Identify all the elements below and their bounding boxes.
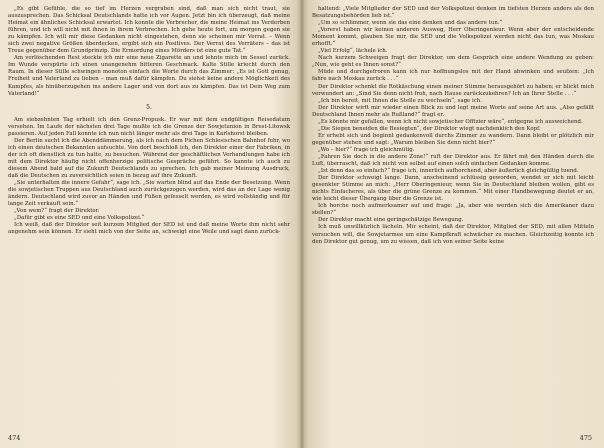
left-paragraph: Der Berlin sucht ich die Abenddämmerung, als ich nach dem Pichen Schlesischen Bahnhof fuhr, wo ich einen deutschen Bekannten aufsuchte. Von dort beschloß ich, den Direktor einer der Fabriken, in der ich oft dienstlich zu tun hatte, zu besuchen. Während der geschäftlichen Verhandlungen habe ich mit dem Direktor häufig nicht offenherzige politische Gespräche geführt. So kannte ich auch zu diesem Abend bald auf die Zukunft Deutschlands zu sprechen. Ich gab meiner Meinung Ausdruck, daß die Deutschen zu zuversichtlich seien in bezug auf ihre Zukunft. — [8, 137, 290, 179]
right-paragraph: „Fahren Sie doch in die andere Zone!“ ruft der Direktor aus. Er fährt mit den Händen durch die Luft, überrascht, daß ich nicht von selbst auf einen solch einfachen Gedanken komme. — [312, 153, 594, 168]
right-paragraph: „Ist denn das so einfach?“ frage ich, innerlich aufhorchend, aber äußerlich gleichgültig tuend. — [318, 168, 579, 175]
right-paragraph: „Viel Erfolg“, lächele ich. — [318, 48, 388, 55]
right-paragraph: Nach kurzem Schweigen fragt der Direktor, um dem Gespräch eine andere Wendung zu geben: „Nun, wie geht es Ihnen sonst?“ — [312, 55, 594, 69]
left-paragraph: Am verlöschenden Rest steckte ich mir eine neue Zigarette an und lehnte mich im Sessel zurück. Im Wunde verspürte ich einen unangenehm bitteren Geschmack. Kalte Stille kriecht durch den Raum. In dieser Stille schwingen monoton einfach die Worte durch das Zimmer: „Es ist Gott genug, Freiheit und Vaterland zu lieben – man muß dafür kämpfen. Du siehst keine andere Möglichkeit des Kampfes, als hinüberzugehen ins andere Lager und von dort aus zu kämpfen. Das ist Dein Weg zum Vaterland!“ — [8, 55, 290, 97]
left-paragraph: Ich weiß, daß der Direktor seit kurzem Mitglied der SED ist und daß meine Worte ihm nicht sehr angenehm sein können. Er sieht mich von der Seite an, schweigt eine Weile und sagt dann zurück- — [8, 222, 290, 236]
right-paragraph: Ich horche noch aufmerksamer auf und frage: „Ja, aber wie werden sich die Amerikaner dazu stellen?“ — [312, 203, 594, 217]
right-paragraph: Der Direktor schweigt lange. Dann, anscheinend schlüssig geworden, wendet er sich mit leicht gesenkter Stimme an mich: „Herr Oberingenieur, wenn Sie in Deutschland bleiben wollen, gibt es nichts Einfacheres, als über die grüne Grenze zu kommen.“ Mit einer Handbewegung deutet er an, wie leicht dieser Übergang über die Grenze ist. — [312, 175, 594, 203]
page-number-right: 475 — [579, 434, 592, 442]
right-paragraph: Müde und durchgefroren kann ich nur hoffnungslos mit der Hand abwinken und seufzen: „Ich fahre nach Moskau zurück . . .“ — [312, 69, 594, 83]
left-page — [8, 6, 290, 442]
page-number-left: 474 — [8, 434, 21, 442]
left-paragraph: „Von wem?“ fragt der Direktor. — [14, 208, 100, 215]
left-paragraph: Am siebzehnten Tag erhielt ich den Grenz-Propusk. Er war mit dem endgültigen Reisedatum versehen. Im Laufe der nächsten drei Tage mußte ich die Grenze der Sowjetunion in Brest-Litowsk passieren. Auf jeden Fall konnte ich nun nicht länger mehr als drei Tage in Karlshorst bleiben. — [8, 116, 290, 137]
right-paragraph: Der Direktor wirft mir wieder einen Blick zu und legt meine Worte auf seine Art aus. „Also gefällt Deutschland Ihnen mehr als Rußland?“ fragt er. — [312, 104, 594, 118]
right-paragraph: „Die Siegen beneiden die Besiegten“, der Direktor wiegt nachdenklich den Kopf. — [318, 125, 541, 132]
right-paragraph: Er erhebt sich und beginnt gedankenvoll durchs Zimmer zu wandern. Dann bleibt er plötzlich mir gegenüber stehen und sagt: „Warum bleiben Sie denn nicht hier?“ — [312, 132, 594, 146]
right-paragraph: „Wo – hier?“ frage ich gleichmütig. — [318, 146, 415, 153]
right-paragraph: „Vorerst haben wir keinen anderen Ausweg, Herr Oberingenieur. Wenn aber der entscheidende Moment kommt, glauben Sie mir, die SED und die Volkspolizei werden nicht das tun, was Moskau erhofft.“ — [312, 27, 594, 48]
right-paragraph: Ich muß unwillkürlich lächeln. Mir scheint, daß der Direktor, Mitglied der SED, mit allen Mitteln versuchen will, die Sowjetarmee um eine Kampfkraft schwächer zu machen. Gleichzeitig konnte ich den Direktor gut genug, um zu wissen, daß ich von seiner Seite keine — [312, 224, 594, 245]
left-paragraph: „Es gibt Gefühle, die so tief im Herzen vergraben sind, daß man sich nicht traut, sie auszusprechen. Das Schicksal Deutschlands hatte ich vor Augen. Jetzt bin ich überzeugt, daß meine Heimat ein ähnliches Schicksal erwartet. Ich konnte die Verbrecher, die meine Heimat ins Verderben führen, und ich will nicht mit ihnen in ihrem Verbrechen. Ich gehe heute fort, um morgen gegen sie zu kämpfen. Ich will mir diese Gedanken nicht eingestehen, denn sie scheinen mir Verrat. – Wenn sich zwei negative Größen überdecken, ergibt sich ein Positives. Der Verrat des Verräters – das ist Treue gegenüber dem Grundprinzip. Die Ermordung eines Mörders ist eine gute Tat.“ — [8, 6, 290, 55]
left-paragraph: „Sie unterhalten die innere Gefahr“, sage ich. „Sie warten blind auf das Ende der Besetzung. Wenn die sowjetischen Truppen aus Deutschland auch zurückgezogen werden, wird das an der Lage wenig ändern. Deutschland wird zuvor an Händen und Füßen gefesselt werden, es wird vollständig und für lange Zeit verkauft sein.“ — [8, 180, 290, 208]
right-paragraph: „Es könnte mir gefallen, wenn ich nicht sowjetischer Offizier wäre“, entgegne ich ausweichend. — [318, 118, 583, 125]
chapter-number: 5. — [146, 103, 152, 111]
right-paragraph: „Ich bin bereit, mit Ihnen die Stelle zu wechseln“, sage ich. — [318, 97, 482, 104]
right-paragraph: Der Direktor schenkt die Rotkäschung einen meiner Stimme herausgehört zu haben; er blickt mich verwundert an: „Sind Sie denn nicht froh, nach Hause zurückzukehren? Ich an Ihrer Stelle . . .“ — [312, 83, 594, 97]
right-paragraph: „Um so schlimmer, wenn sie das eine denken und das andere tun.“ — [318, 20, 503, 27]
right-paragraph: Der Direktor macht eine geringschätzige Bewegung. — [318, 217, 464, 224]
left-paragraph: „Dafür gibt es eine SED und eine Volkspolizei.“ — [14, 215, 145, 222]
right-page — [312, 6, 594, 442]
right-paragraph: haltend: „Viele Mitglieder der SED und der Volkspolizei denken im tiefsten Herzen anders als den Besatzungsbehörden lieb ist.“ — [312, 6, 594, 20]
book-gutter — [296, 0, 308, 448]
